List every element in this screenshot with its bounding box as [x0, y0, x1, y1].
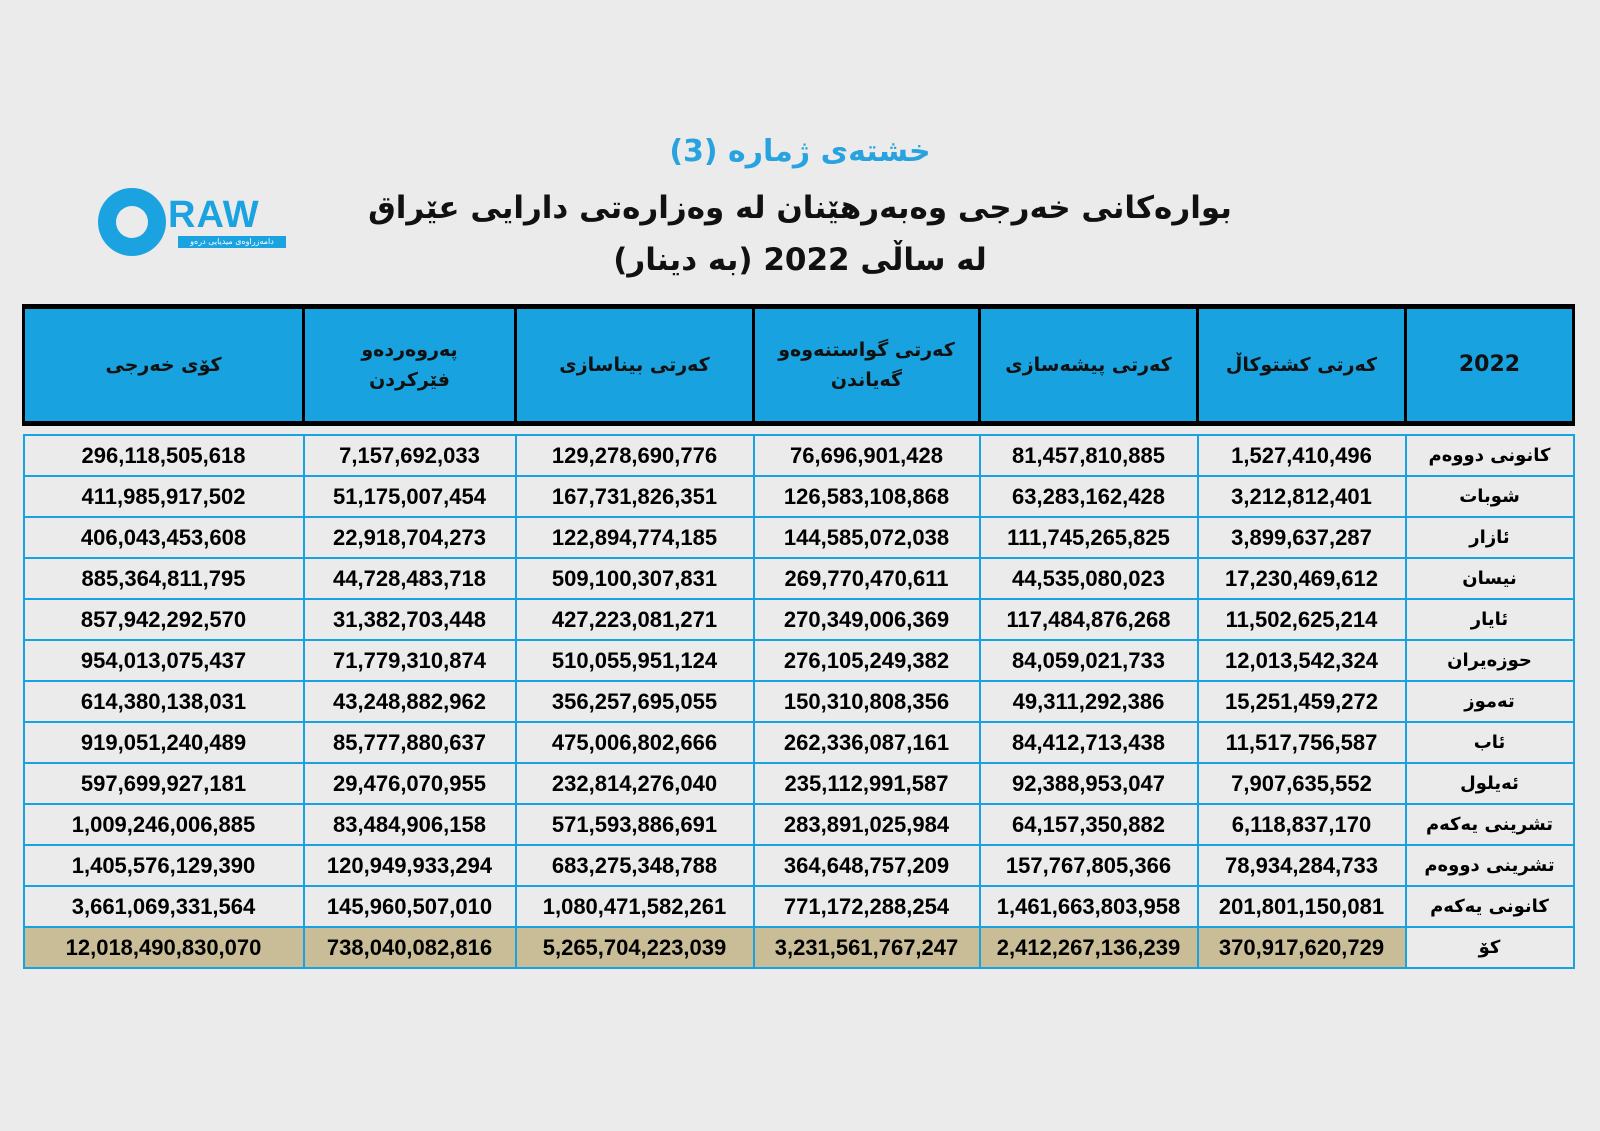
- header-education: پەروەردەو فێركردن: [304, 307, 516, 424]
- cell-total-spending: 1,009,246,006,885: [24, 804, 304, 845]
- cell-industry: 157,767,805,366: [980, 845, 1198, 886]
- header-construction: كەرتی بیناسازی: [516, 307, 754, 424]
- cell-transport: 270,349,006,369: [754, 599, 980, 640]
- cell-industry: 92,388,953,047: [980, 763, 1198, 804]
- cell-education: 22,918,704,273: [304, 517, 516, 558]
- cell-transport: 283,891,025,984: [754, 804, 980, 845]
- cell-construction: 475,006,802,666: [516, 722, 754, 763]
- investment-table: [22, 304, 1572, 969]
- cell-education: 83,484,906,158: [304, 804, 516, 845]
- cell-total-spending: 406,043,453,608: [24, 517, 304, 558]
- cell-agriculture: 15,251,459,272: [1198, 681, 1406, 722]
- cell-agriculture: 11,517,756,587: [1198, 722, 1406, 763]
- table-row: [24, 681, 1574, 722]
- table-row: [24, 640, 1574, 681]
- header-year: 2022: [1406, 307, 1574, 424]
- cell-construction: 129,278,690,776: [516, 435, 754, 476]
- cell-agriculture: 7,907,635,552: [1198, 763, 1406, 804]
- cell-education: 51,175,007,454: [304, 476, 516, 517]
- cell-total-spending: 1,405,576,129,390: [24, 845, 304, 886]
- subtitle-line-1: بوارەكانی خەرجی وەبەرهێنان لە وەزارەتی دارایی عێراق: [368, 190, 1232, 226]
- cell-education: 31,382,703,448: [304, 599, 516, 640]
- cell-total-spending: 411,985,917,502: [24, 476, 304, 517]
- cell-transport: 150,310,808,356: [754, 681, 980, 722]
- cell-education: 738,040,082,816: [304, 927, 516, 968]
- total-label: كۆ: [1406, 927, 1574, 968]
- cell-transport: 144,585,072,038: [754, 517, 980, 558]
- cell-total-spending: 954,013,075,437: [24, 640, 304, 681]
- cell-education: 43,248,882,962: [304, 681, 516, 722]
- cell-agriculture: 201,801,150,081: [1198, 886, 1406, 927]
- cell-agriculture: 1,527,410,496: [1198, 435, 1406, 476]
- subtitle-line-2: لە ساڵی 2022 (بە دینار): [613, 242, 987, 278]
- month-cell: ئایار: [1406, 599, 1574, 640]
- header-agriculture: كەرتی كشتوكاڵ: [1198, 307, 1406, 424]
- cell-transport: 771,172,288,254: [754, 886, 980, 927]
- header-row: [24, 307, 1574, 424]
- cell-agriculture: 370,917,620,729: [1198, 927, 1406, 968]
- header-industry: كەرتی پیشەسازی: [980, 307, 1198, 424]
- cell-agriculture: 12,013,542,324: [1198, 640, 1406, 681]
- cell-transport: 235,112,991,587: [754, 763, 980, 804]
- cell-education: 145,960,507,010: [304, 886, 516, 927]
- month-cell: ئاب: [1406, 722, 1574, 763]
- cell-transport: 262,336,087,161: [754, 722, 980, 763]
- cell-construction: 1,080,471,582,261: [516, 886, 754, 927]
- cell-construction: 122,894,774,185: [516, 517, 754, 558]
- cell-industry: 84,059,021,733: [980, 640, 1198, 681]
- table-row: [24, 435, 1574, 476]
- cell-construction: 510,055,951,124: [516, 640, 754, 681]
- month-cell: تشرینی یەكەم: [1406, 804, 1574, 845]
- cell-industry: 111,745,265,825: [980, 517, 1198, 558]
- cell-industry: 63,283,162,428: [980, 476, 1198, 517]
- cell-industry: 117,484,876,268: [980, 599, 1198, 640]
- cell-industry: 64,157,350,882: [980, 804, 1198, 845]
- cell-education: 71,779,310,874: [304, 640, 516, 681]
- cell-transport: 76,696,901,428: [754, 435, 980, 476]
- table-row: [24, 517, 1574, 558]
- month-cell: تشرینی دووەم: [1406, 845, 1574, 886]
- table-row: [24, 886, 1574, 927]
- cell-agriculture: 78,934,284,733: [1198, 845, 1406, 886]
- cell-industry: 81,457,810,885: [980, 435, 1198, 476]
- table-row: [24, 845, 1574, 886]
- cell-industry: 2,412,267,136,239: [980, 927, 1198, 968]
- cell-total-spending: 296,118,505,618: [24, 435, 304, 476]
- cell-transport: 276,105,249,382: [754, 640, 980, 681]
- table-row: [24, 763, 1574, 804]
- cell-education: 7,157,692,033: [304, 435, 516, 476]
- cell-total-spending: 597,699,927,181: [24, 763, 304, 804]
- cell-agriculture: 3,899,637,287: [1198, 517, 1406, 558]
- header-total-spending: كۆی خەرجی: [24, 307, 304, 424]
- cell-industry: 49,311,292,386: [980, 681, 1198, 722]
- cell-education: 85,777,880,637: [304, 722, 516, 763]
- cell-agriculture: 6,118,837,170: [1198, 804, 1406, 845]
- cell-agriculture: 17,230,469,612: [1198, 558, 1406, 599]
- cell-transport: 3,231,561,767,247: [754, 927, 980, 968]
- cell-construction: 509,100,307,831: [516, 558, 754, 599]
- cell-construction: 427,223,081,271: [516, 599, 754, 640]
- cell-construction: 167,731,826,351: [516, 476, 754, 517]
- cell-agriculture: 11,502,625,214: [1198, 599, 1406, 640]
- table-row: [24, 599, 1574, 640]
- month-cell: نیسان: [1406, 558, 1574, 599]
- data-table: [22, 304, 1575, 969]
- month-cell: حوزەیران: [1406, 640, 1574, 681]
- cell-industry: 1,461,663,803,958: [980, 886, 1198, 927]
- cell-transport: 364,648,757,209: [754, 845, 980, 886]
- total-row: [24, 927, 1574, 968]
- month-cell: كانونی دووەم: [1406, 435, 1574, 476]
- cell-agriculture: 3,212,812,401: [1198, 476, 1406, 517]
- logo-tagline: دامەزراوەی میدیایی درەو: [178, 236, 286, 248]
- cell-construction: 683,275,348,788: [516, 845, 754, 886]
- table-row: [24, 476, 1574, 517]
- month-cell: ئەیلول: [1406, 763, 1574, 804]
- cell-education: 120,949,933,294: [304, 845, 516, 886]
- logo-word: RAW: [168, 194, 260, 236]
- month-cell: ئازار: [1406, 517, 1574, 558]
- cell-industry: 84,412,713,438: [980, 722, 1198, 763]
- cell-total-spending: 857,942,292,570: [24, 599, 304, 640]
- cell-construction: 571,593,886,691: [516, 804, 754, 845]
- cell-construction: 356,257,695,055: [516, 681, 754, 722]
- cell-education: 29,476,070,955: [304, 763, 516, 804]
- cell-industry: 44,535,080,023: [980, 558, 1198, 599]
- header-transport: كەرتی گواستنەوەو گەیاندن: [754, 307, 980, 424]
- cell-construction: 5,265,704,223,039: [516, 927, 754, 968]
- month-cell: كانونی یەكەم: [1406, 886, 1574, 927]
- cell-total-spending: 3,661,069,331,564: [24, 886, 304, 927]
- cell-total-spending: 614,380,138,031: [24, 681, 304, 722]
- cell-transport: 269,770,470,611: [754, 558, 980, 599]
- cell-construction: 232,814,276,040: [516, 763, 754, 804]
- table-number-title: خشتەی ژمارە (3): [669, 134, 931, 169]
- cell-total-spending: 919,051,240,489: [24, 722, 304, 763]
- cell-total-spending: 885,364,811,795: [24, 558, 304, 599]
- table-row: [24, 722, 1574, 763]
- table-row: [24, 804, 1574, 845]
- month-cell: شوبات: [1406, 476, 1574, 517]
- month-cell: تەموز: [1406, 681, 1574, 722]
- logo-d-mark: [98, 188, 166, 256]
- draw-logo: [98, 186, 298, 256]
- cell-education: 44,728,483,718: [304, 558, 516, 599]
- cell-total-spending: 12,018,490,830,070: [24, 927, 304, 968]
- cell-transport: 126,583,108,868: [754, 476, 980, 517]
- table-row: [24, 558, 1574, 599]
